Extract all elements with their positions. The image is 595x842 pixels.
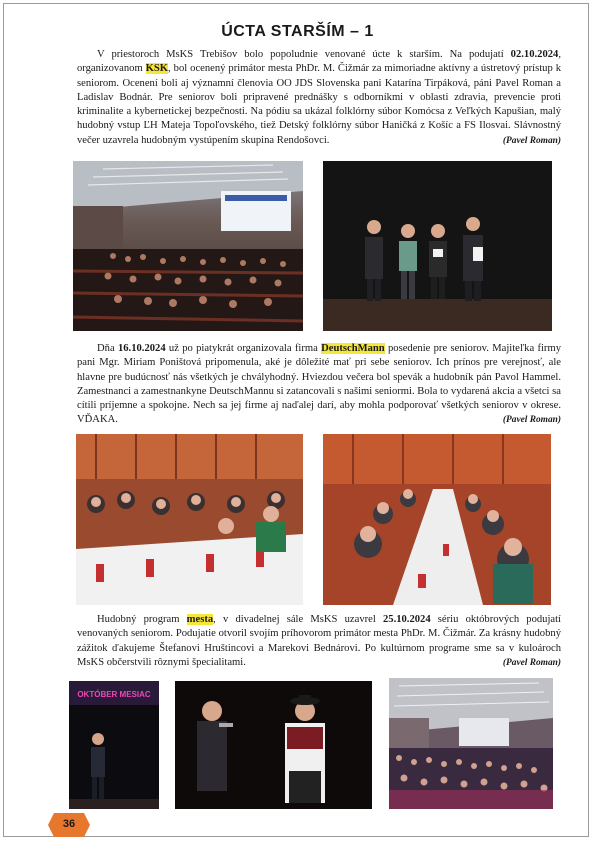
para1-author: (Pavel Roman): [502, 135, 561, 146]
page-number: 36: [62, 818, 76, 830]
para1-org-highlight: KSK: [145, 63, 169, 75]
paragraph-3: [77, 613, 561, 670]
photo-stage-awardees: [323, 161, 552, 331]
para2-text-a: Dňa: [97, 343, 118, 354]
para1-text-c: , bol ocenený primátor mesta PhDr. M. Čižmár za mimoriadne aktívny a ústretový prístup k seniorom. Ocenení boli aj významní členovia OO JDS Slovenska pani Katarína Tirpáková, páni Pavel Roman a Ladislav Bodnár. Pre seniorov boli pripravené prednášky s odborníkmi v oblasti zdravia, prevencie proti kriminalite a kybernetickej bezpečnosti. Na pódiu sa ukázal folklórny súbor Komócsa z Veľkých Kapušian, malý hudobný vstup ĽH Mateja Topoľovského, tiež Detský folklórny súbor Haničká z Košíc a FS Ilosvai. Slávnostný večer uzavrela hudobným vystúpením skupina Rendošovci.: [77, 63, 561, 146]
para1-text-b: , organizovanom: [77, 49, 561, 75]
para3-text-c: sériu októbrových podujatí venovaných seniorom. Podujatie otvoril svojím príhovorom primátor mesta PhDr. M. Čižmár. Za krásny hudobný zážitok ďakujeme Štefanovi Hruštincovi a Marekovi Bednárovi. Po kultúrnom programe sme sa v kuloároch MsKS občerstvili rôznymi špecialitami.: [77, 614, 562, 668]
para2-date: 16.10.2024: [117, 343, 166, 354]
para3-date: 25.10.2024: [382, 614, 431, 625]
photo-speaker-banner: [69, 681, 159, 809]
para1-date: 02.10.2024: [510, 49, 559, 60]
para3-org-highlight: mesta: [186, 614, 214, 625]
paragraph-2: [77, 342, 561, 428]
photo-hall-audience: [389, 678, 553, 809]
para2-text-c: posedenie pre seniorov. Majiteľka firmy pani Mgr. Miriam Poništová pripomenula, aké je dôležité mať pri sebe seniorov. Ich prínos pre verejnosť, ale hlavne pre budúcnosť nás všetkých je chvályhodný. Hviezdou večera bol spevák a hudobník pán Pavol Hammel. Zamestnanci a zamestnankyne DeutschMannu si zatancovali s našimi seniormi. Bola to vydarená akcia a všetci sa cítili príjemne a spokojne. Nech sa jej firme aj naďalej darí, aby mohla podporovať všetkých seniorov v okrese. VĎAKA.: [77, 343, 561, 426]
para3-text-b: , v divadelnej sále MsKS uzavrel: [213, 614, 383, 625]
para1-text-a: V priestoroch MsKS Trebišov bolo popoludnie venované úcte k starším. Na podujatí: [97, 49, 511, 60]
para2-text-b: už po piatykrát organizovala firma: [165, 343, 322, 354]
photo-banquet-tables-right: [323, 434, 551, 605]
para3-text-a: Hudobný program: [97, 614, 187, 625]
page-number-badge: [48, 813, 90, 837]
paragraph-1: [77, 48, 561, 148]
photo-banquet-tables-left: [76, 434, 303, 605]
para2-author: (Pavel Roman): [502, 415, 561, 426]
para3-author: (Pavel Roman): [502, 657, 561, 668]
photo-singers-stage: [175, 681, 372, 809]
photo-auditorium-audience: [73, 161, 303, 331]
page-title: ÚCTA STARŠÍM – 1: [221, 23, 374, 40]
para2-org-highlight: DeutschMann: [321, 343, 385, 354]
banner-text: OKTÓBER MESIAC: [77, 690, 151, 699]
